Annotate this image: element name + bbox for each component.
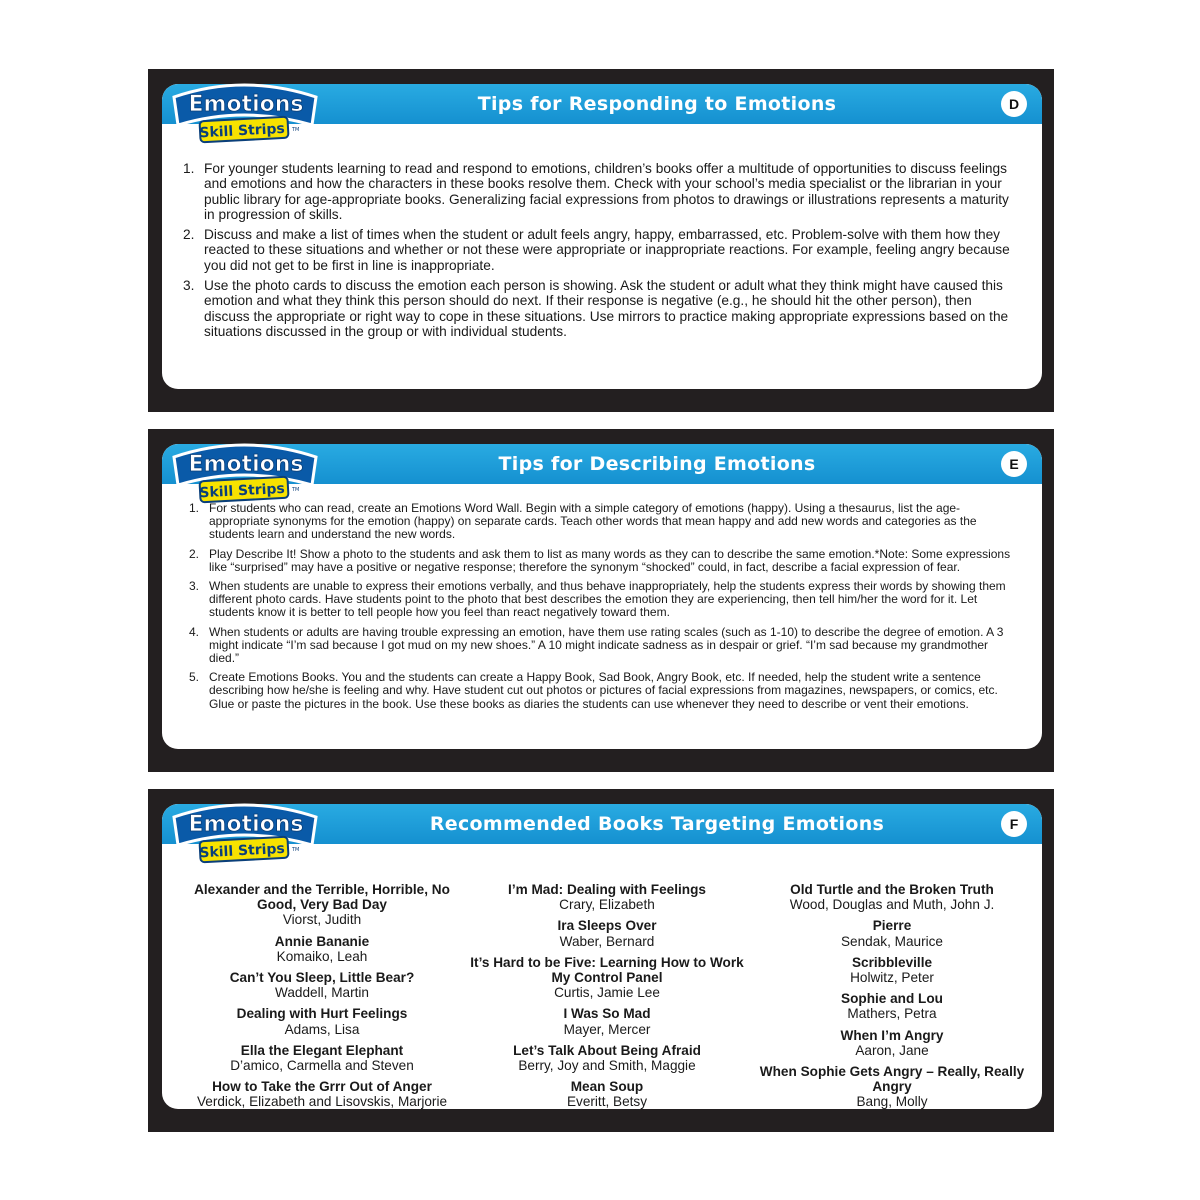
list-item: Mean Soup Everitt, Betsy (566, 1079, 648, 1109)
logo-word: Emotions (188, 812, 304, 837)
logo-sub: Skill Strips (198, 840, 286, 862)
copyright-label: © Super Duper® • #STRP-45 (167, 598, 175, 690)
list-item: It’s Hard to be Five: Learning How to Work My Control Panel Curtis, Jamie Lee (470, 954, 744, 1001)
list-item: I’m Mad: Dealing with Feelings Crary, Elizabeth (508, 882, 706, 913)
emotions-skill-strips-logo (166, 75, 322, 147)
list-item: Scribbleville Holwitz, Peter (850, 954, 934, 986)
book-column (462, 882, 752, 1109)
card-title: Recommended Books Targeting Emotions (429, 813, 885, 835)
list-item: Alexander and the Terrible, Horrible, No Good, Very Bad Day Viorst, Judith (194, 882, 450, 928)
list-item: Ella the Elegant Elephant D’amico, Carmella and Steven (230, 1042, 414, 1074)
book-column (747, 882, 1037, 1109)
logo-word: Emotions (188, 452, 304, 477)
logo-sub: Skill Strips (198, 480, 286, 502)
svg-text:TM: TM (292, 847, 300, 853)
card-letter-badge: D (1001, 91, 1027, 117)
tips-list (189, 502, 1012, 717)
list-item: 4. When students or adults are having trouble expressing an emotion, have them use rating scales (such as 1-10) to describe the degree of emotion. A 3 might indicate “I’m sad because I got mud on my new shoes.” A 10 might indicate sadness as in despair or grief. “I’m sad because my grandmother died.” (189, 624, 1004, 666)
emotions-skill-strips-logo (166, 795, 322, 867)
list-item: 1. For students who can read, create an Emotions Word Wall. Begin with a simple category of emotions (happy). Using a thesaurus, list the age-appropriate synonyms for the emotion (happy) on separate cards. Teach other words that mean happy and add new words and categories as the students learn and understand the new words. (189, 501, 977, 542)
list-item: Let’s Talk About Being Afraid Berry, Joy and Smith, Maggie (513, 1042, 701, 1074)
list-item: 3. When students are unable to express their emotions verbally, and thus behave inappropriately, help the students express their words by showing them different photo cards. Have students point to the photo that best describes the emotion they are experiencing, then tell him/her the word for it. Let students know it is better to tell people how you feel than react negatively toward them. (189, 579, 1006, 620)
list-item: 1. For younger students learning to read and respond to emotions, children’s books offer a multitude of opportunities to discuss feelings and emotions and how the characters in these books resolve them. Check with your school’s media specialist or the librarian in your public library for age-appropriate books. Generalizing facial expressions from photos to drawings or illustrations represents a maturity in progression of skills. (183, 161, 1009, 222)
emotions-skill-strips-logo (166, 435, 322, 507)
tips-list (183, 161, 1012, 344)
card-letter-badge: F (1001, 811, 1027, 837)
list-item: I Was So Mad Mayer, Mercer (563, 1006, 651, 1037)
card-title: Tips for Describing Emotions (498, 453, 816, 475)
list-item: Can’t You Sleep, Little Bear? Waddell, Martin (229, 970, 415, 1001)
card-letter-badge: E (1001, 451, 1027, 477)
card-f (148, 789, 1054, 1132)
list-item: Sophie and Lou Mathers, Petra (841, 991, 943, 1022)
logo-sub: Skill Strips (198, 120, 286, 142)
list-item: 3. Use the photo cards to discuss the emotion each person is showing. Ask the student or adult what they think might have caused this emotion and what they think this person should do next. If their response is negative (e.g., he should hit the other person), then discuss the appropriate or right way to cope in these situations. Use mirrors to practice making appropriate expressions based on the situations discussed in the group or with individual students. (183, 278, 1009, 339)
list-item: How to Take the Grrr Out of Anger Verdick, Elizabeth and Lisovskis, Marjorie (196, 1079, 448, 1109)
list-item: 2. Discuss and make a list of times when the student or adult feels angry, happy, embarrassed, etc. Problem-solve with them how they reacted to these situations and whether or not these were appropriate or inappropriate reactions. For example, feeling angry because you did not get to be first in line is inappropriate. (183, 227, 1010, 273)
book-column (177, 882, 467, 1109)
copyright-label: © Super Duper® • #STRP-45 (167, 238, 175, 330)
card-title: Tips for Responding to Emotions (477, 93, 837, 115)
list-item: 5. Create Emotions Books. You and the students can create a Happy Book, Sad Book, Angry Book, etc. If needed, help the student write a sentence describing how he/she is feeling and why. Have student cut out photos or pictures of facial expressions from magazines, newspapers, or comics, etc. Glue or paste the pictures in the book. Use these books as diaries the students can use whenever they need to describe or vent their emotions. (189, 670, 998, 711)
list-item: Annie Bananie Komaiko, Leah (274, 933, 370, 964)
list-item: 2. Play Describe It! Show a photo to the students and ask them to list as many words as they can to describe the same emotion.*Note: Some expressions like “surprised” may have a positive or negative response; therefore the synonym “shocked” could, in fact, describe a facial expression of fear. (189, 546, 1011, 574)
svg-text:TM: TM (292, 127, 300, 133)
svg-text:TM: TM (292, 487, 300, 493)
logo-word: Emotions (188, 92, 304, 117)
list-item: Ira Sleeps Over Waber, Bernard (557, 918, 657, 949)
copyright-label: © Super Duper® • #STRP-45 (167, 958, 175, 1050)
list-item: Pierre Sendak, Maurice (840, 918, 943, 949)
list-item: Old Turtle and the Broken Truth Wood, Douglas and Muth, John J. (789, 882, 995, 913)
card-e (148, 429, 1054, 772)
card-d (148, 69, 1054, 412)
list-item: When Sophie Gets Angry – Really, Really Angry Bang, Molly (759, 1064, 1025, 1109)
list-item: When I’m Angry Aaron, Jane (840, 1027, 944, 1058)
list-item: Dealing with Hurt Feelings Adams, Lisa (236, 1006, 408, 1037)
